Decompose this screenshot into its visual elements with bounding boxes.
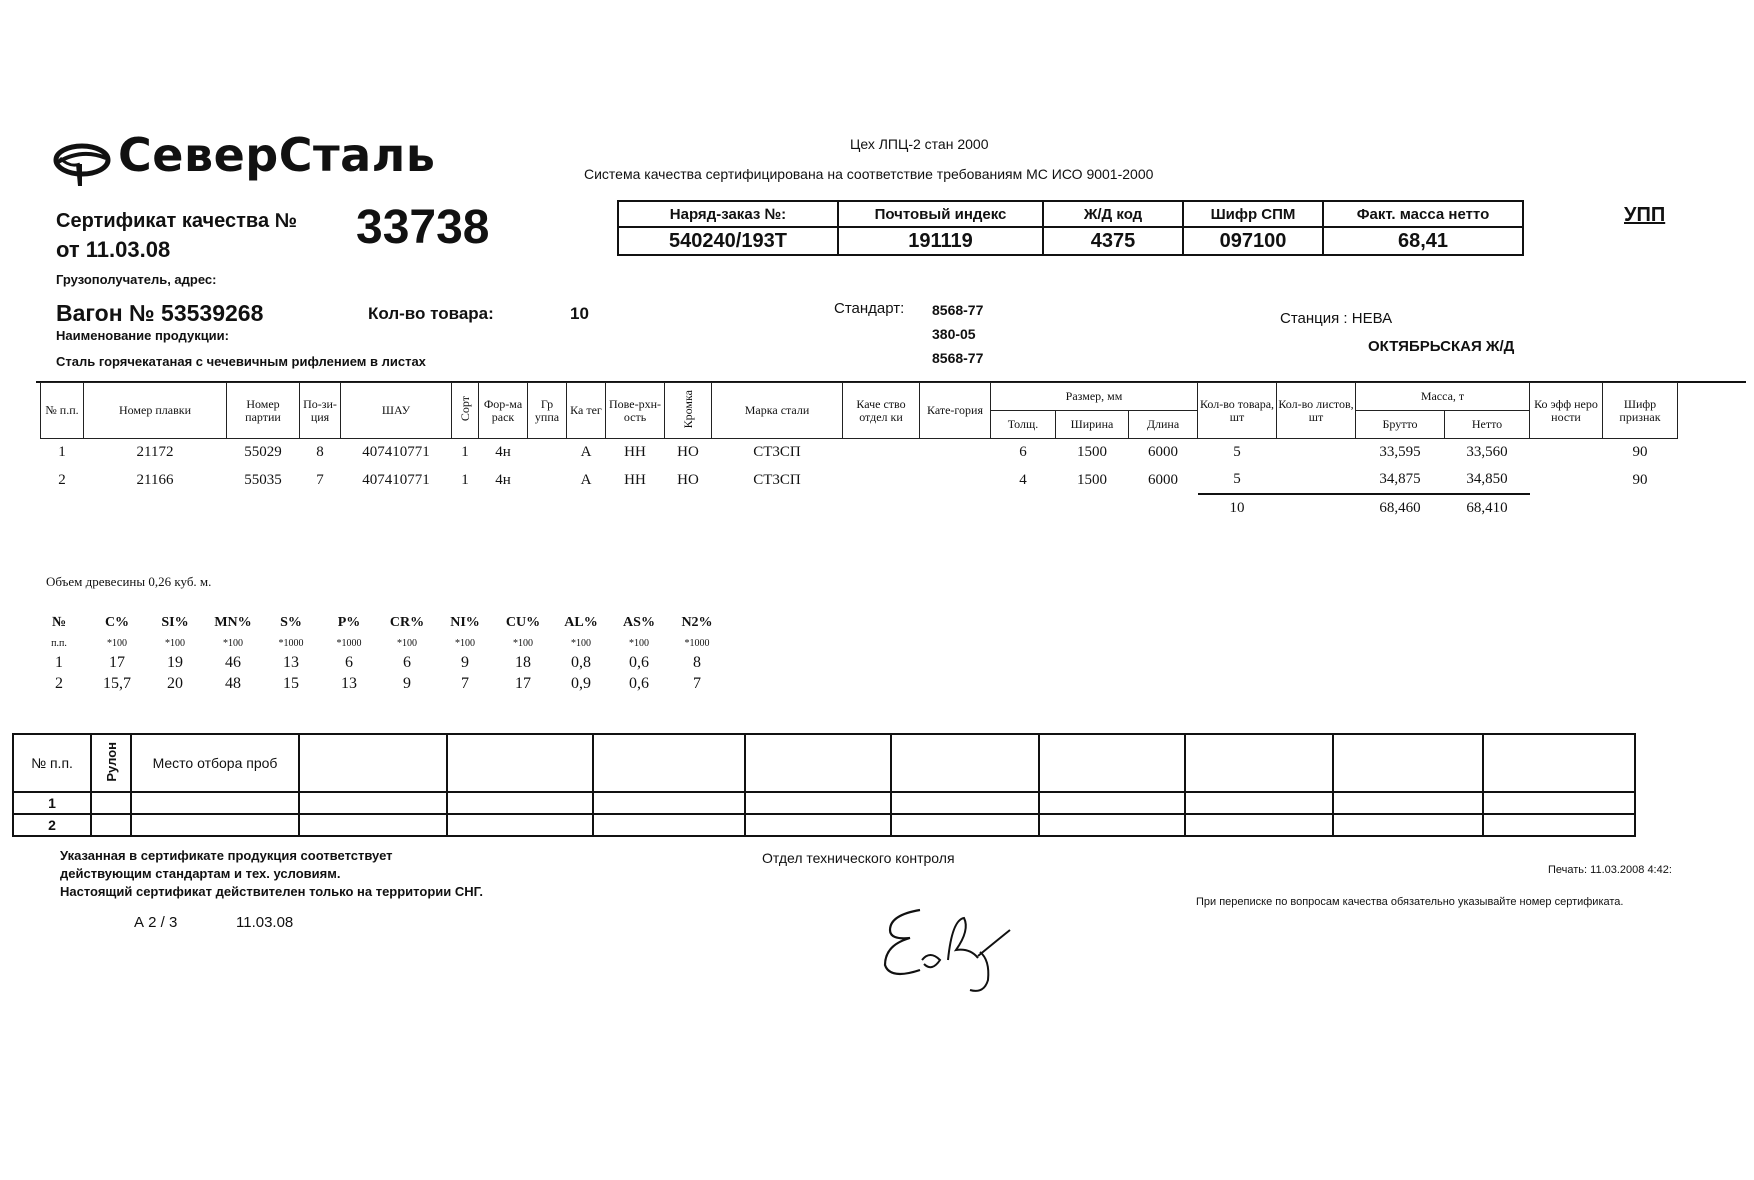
wagon-number: Вагон № 53539268 xyxy=(56,300,264,326)
sample-row xyxy=(13,792,1635,814)
cell-qty-sheets xyxy=(1277,439,1356,467)
cell-qty-places: 5 xyxy=(1233,471,1241,487)
col-qty-sheets: Кол-во листов, шт xyxy=(1277,383,1356,439)
shop-label: Цех ЛПЦ-2 стан 2000 xyxy=(850,136,989,152)
form-ref: А 2 / 3 xyxy=(134,914,178,931)
chem-header: CR% xyxy=(389,615,425,630)
chem-subheader: *100 xyxy=(223,637,243,649)
quality-system-statement: Система качества сертифицирована на соответствие требованиям МС ИСО 9001-2000 xyxy=(584,166,1154,182)
station-label: Станция : НЕВА xyxy=(1280,310,1393,327)
chem-header: AL% xyxy=(564,615,598,630)
company-logo-text: СеверСталь xyxy=(118,128,436,182)
chem-header: S% xyxy=(280,615,302,630)
cell-group xyxy=(528,466,567,494)
chem-header: AS% xyxy=(623,615,655,630)
col-gross: Брутто xyxy=(1356,411,1445,439)
chem-cell: 0,6 xyxy=(629,653,649,671)
chem-header: P% xyxy=(337,615,361,630)
total-gross: 68,460 xyxy=(1356,494,1445,522)
cell-form: 4н xyxy=(495,444,511,460)
col-form: Фор-ма раск xyxy=(479,383,528,439)
goods-count: 10 xyxy=(570,304,589,323)
chem-header: C% xyxy=(104,615,130,630)
total-qty-places: 10 xyxy=(1198,494,1277,522)
certificate-title: Сертификат качества № xyxy=(56,210,297,232)
order-header-cell: Ж/Д код xyxy=(1043,201,1183,227)
sample-row-num: 2 xyxy=(13,814,91,836)
chem-cell: 46 xyxy=(225,653,241,671)
sample-col-coil-label: Рулон xyxy=(103,741,119,782)
chem-subheader: *100 xyxy=(513,637,533,649)
chem-cell: 19 xyxy=(167,653,183,671)
chem-cell: 9 xyxy=(461,653,469,671)
sample-row xyxy=(13,814,1635,836)
wood-volume: Объем древесины 0,26 куб. м. xyxy=(46,574,212,589)
chem-header: NI% xyxy=(450,615,480,630)
chem-cell: 1 xyxy=(55,653,63,671)
cell-quality xyxy=(843,439,920,467)
product-table xyxy=(40,382,1678,522)
cell-net: 34,850 xyxy=(1466,471,1508,487)
chem-cell: 7 xyxy=(461,674,469,692)
col-qty-places: Кол-во товара, шт xyxy=(1198,383,1277,439)
col-cat: Ка тег xyxy=(567,383,606,439)
chem-cell: 6 xyxy=(345,653,353,671)
order-header-cell: Почтовый индекс xyxy=(838,201,1043,227)
chem-cell: 17 xyxy=(515,674,531,692)
chem-cell: 13 xyxy=(283,653,299,671)
col-steel-grade: Марка стали xyxy=(712,383,843,439)
validity-statement: Настоящий сертификат действителен только на территории СНГ. xyxy=(60,884,483,899)
certificate-date: от 11.03.08 xyxy=(56,237,171,262)
cell-position: 8 xyxy=(316,444,324,460)
cell-qty-sheets xyxy=(1277,466,1356,494)
cell-heat-number: 21172 xyxy=(136,444,174,460)
qc-department: Отдел технического контроля xyxy=(762,850,955,866)
form-ref-date: 11.03.08 xyxy=(236,914,294,931)
cell-group xyxy=(528,439,567,467)
chem-subheader: *100 xyxy=(107,637,127,649)
cell-coef xyxy=(1530,439,1603,467)
cell-coef xyxy=(1530,466,1603,494)
chem-row xyxy=(30,673,726,694)
col-mass-group: Масса, т xyxy=(1356,383,1530,411)
table-row xyxy=(41,466,1678,494)
col-heat-number: Номер плавки xyxy=(84,383,227,439)
conformity-statement-2: действующим стандартам и тех. условиям. xyxy=(60,866,341,881)
cell-length: 6000 xyxy=(1148,471,1178,488)
chem-header: MN% xyxy=(214,615,252,630)
chem-cell: 15,7 xyxy=(103,674,131,692)
col-sort xyxy=(452,383,479,439)
cell-heat-number: 21166 xyxy=(136,471,174,488)
cell-category xyxy=(920,466,991,494)
order-header-cell: Наряд-заказ №: xyxy=(618,201,838,227)
table-row xyxy=(41,439,1678,467)
order-number: 540240/193Т xyxy=(618,227,838,255)
cell-edge: НО xyxy=(677,444,699,460)
chem-header: № xyxy=(51,615,67,630)
cell-position: 7 xyxy=(316,471,324,488)
signature-icon xyxy=(860,890,1040,1000)
cell-code: 90 xyxy=(1632,444,1648,460)
cell-thickness: 6 xyxy=(1019,444,1027,460)
cell-gross: 34,875 xyxy=(1379,471,1421,487)
cell-num: 2 xyxy=(58,471,66,488)
sample-col-coil xyxy=(91,734,131,792)
conformity-statement-1: Указанная в сертификате продукция соответствует xyxy=(60,848,393,863)
chem-cell: 7 xyxy=(693,674,701,692)
railway-code: 4375 xyxy=(1043,227,1183,255)
col-length: Длина xyxy=(1129,411,1198,439)
cell-form: 4н xyxy=(495,471,511,488)
cell-surface: НН xyxy=(624,471,646,488)
col-code: Шифр признак xyxy=(1603,383,1678,439)
cell-edge: НО xyxy=(677,471,699,488)
col-quality: Каче ство отдел ки xyxy=(843,383,920,439)
col-sort-label: Сорт xyxy=(457,396,472,422)
totals-row xyxy=(41,494,1678,522)
cell-cat: А xyxy=(580,471,592,488)
chem-row xyxy=(30,652,726,673)
chem-subheader: *100 xyxy=(629,637,649,649)
chem-subheader: п.п. xyxy=(51,637,67,649)
product-name: Сталь горячекатаная с чечевичным рифлением в листах xyxy=(56,354,426,369)
chem-subheader: *1000 xyxy=(278,637,304,649)
chem-header: N2% xyxy=(681,615,713,630)
cell-sort: 1 xyxy=(461,471,469,488)
col-coef: Ко эфф неро ности xyxy=(1530,383,1603,439)
print-timestamp: Печать: 11.03.2008 4:42: xyxy=(1548,864,1672,876)
order-header-cell: Факт. масса нетто xyxy=(1323,201,1523,227)
cell-shau: 407410771 xyxy=(362,471,430,488)
cell-net: 33,560 xyxy=(1466,444,1508,460)
cell-shau: 407410771 xyxy=(362,444,430,460)
cell-width: 1500 xyxy=(1077,444,1107,460)
col-edge xyxy=(665,383,712,439)
order-info-table xyxy=(617,200,1524,256)
chem-cell: 20 xyxy=(167,674,183,692)
col-width: Ширина xyxy=(1056,411,1129,439)
correspondence-note: При переписке по вопросам качества обязательно указывайте номер сертификата. xyxy=(1196,896,1624,908)
chem-header: CU% xyxy=(505,615,541,630)
cell-steel-grade: СТ3СП xyxy=(753,444,801,460)
cell-surface: НН xyxy=(624,444,646,460)
chem-cell: 0,6 xyxy=(629,674,649,692)
chem-cell: 18 xyxy=(515,653,531,671)
col-net: Нетто xyxy=(1445,411,1530,439)
chem-cell: 6 xyxy=(403,653,411,671)
sample-col-place: Место отбора проб xyxy=(131,734,299,792)
net-mass: 68,41 xyxy=(1323,227,1523,255)
chem-subheader: *1000 xyxy=(684,637,710,649)
chem-cell: 0,8 xyxy=(571,653,591,671)
col-size-group: Размер, мм xyxy=(991,383,1198,411)
cell-num: 1 xyxy=(58,444,66,460)
cell-width: 1500 xyxy=(1077,471,1107,488)
cell-qty-places: 5 xyxy=(1233,444,1241,460)
cell-steel-grade: СТ3СП xyxy=(753,471,801,488)
col-group: Гр уппа xyxy=(528,383,567,439)
chem-subheader: *1000 xyxy=(336,637,362,649)
col-batch-number: Номер партии xyxy=(227,383,300,439)
chem-subheader: *100 xyxy=(571,637,591,649)
chemistry-table xyxy=(30,612,726,694)
col-num: № п.п. xyxy=(41,383,84,439)
col-category: Кате-гория xyxy=(920,383,991,439)
order-header-cell: Шифр СПМ xyxy=(1183,201,1323,227)
sample-row-num: 1 xyxy=(13,792,91,814)
product-name-label: Наименование продукции: xyxy=(56,328,229,343)
chem-cell: 48 xyxy=(225,674,241,692)
chem-cell: 9 xyxy=(403,674,411,692)
severstal-logo-icon xyxy=(52,138,112,190)
postal-code: 191119 xyxy=(838,227,1043,255)
chem-subheader: *100 xyxy=(165,637,185,649)
chem-cell: 17 xyxy=(109,653,125,671)
chem-cell: 2 xyxy=(55,674,63,692)
chem-header: SI% xyxy=(161,615,189,630)
chem-subheader: *100 xyxy=(397,637,417,649)
standard-2: 380-05 xyxy=(932,326,976,342)
standard-1: 8568-77 xyxy=(932,302,984,318)
sample-col-num: № п.п. xyxy=(13,734,91,792)
col-shau: ШАУ xyxy=(341,383,452,439)
total-net: 68,410 xyxy=(1445,494,1530,522)
cell-batch-number: 55029 xyxy=(244,444,282,460)
standard-3: 8568-77 xyxy=(932,350,984,366)
cell-sort: 1 xyxy=(461,444,469,460)
upp-label: УПП xyxy=(1624,204,1666,226)
cell-thickness: 4 xyxy=(1019,471,1027,488)
railway-name: ОКТЯБРЬСКАЯ Ж/Д xyxy=(1368,338,1515,355)
col-position: По-зи-ция xyxy=(300,383,341,439)
col-edge-label: Кромка xyxy=(680,389,695,429)
chem-subheader: *100 xyxy=(455,637,475,649)
cell-gross: 33,595 xyxy=(1379,444,1421,460)
col-thickness: Толщ. xyxy=(991,411,1056,439)
chem-cell: 0,9 xyxy=(571,674,591,692)
certificate-number: 33738 xyxy=(356,201,490,254)
chem-cell: 13 xyxy=(341,674,357,692)
goods-count-label: Кол-во товара: xyxy=(368,304,494,323)
sampling-table xyxy=(12,733,1636,837)
standard-label: Стандарт: xyxy=(834,300,905,317)
consignee-label: Грузополучатель, адрес: xyxy=(56,272,217,287)
cell-quality xyxy=(843,466,920,494)
col-surface: Пове-рхн-ость xyxy=(606,383,665,439)
cell-cat: А xyxy=(580,444,592,460)
cell-length: 6000 xyxy=(1148,444,1178,460)
chem-cell: 15 xyxy=(283,674,299,692)
cell-category xyxy=(920,439,991,467)
spm-code: 097100 xyxy=(1183,227,1323,255)
chem-cell: 8 xyxy=(693,653,701,671)
cell-batch-number: 55035 xyxy=(244,471,282,488)
cell-code: 90 xyxy=(1632,471,1648,488)
